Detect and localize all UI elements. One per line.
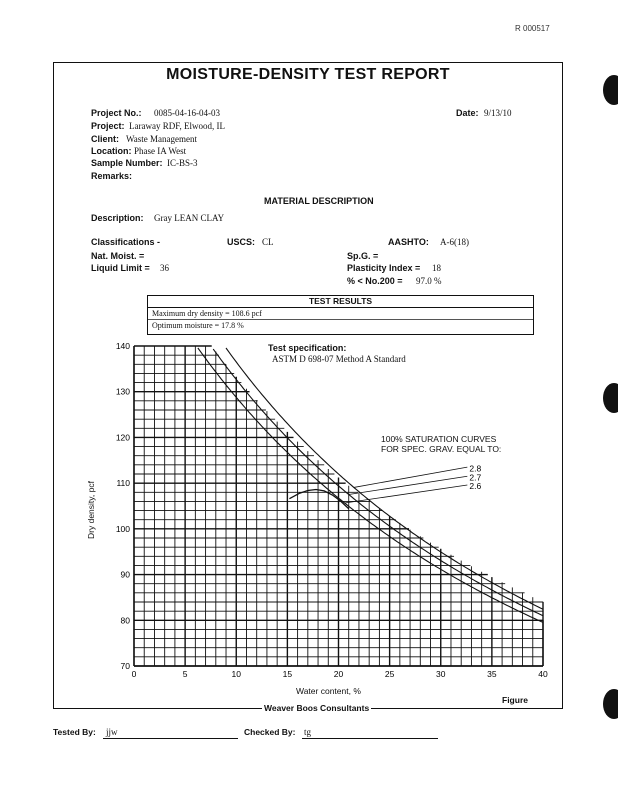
x-tick-label: 20 xyxy=(333,669,344,679)
y-tick-label: 70 xyxy=(120,661,130,671)
y-tick-label: 80 xyxy=(120,615,130,626)
passing-no200-label: % < No.200 = xyxy=(347,276,403,286)
project-value: Laraway RDF, Elwood, IL xyxy=(129,121,226,131)
zav-curve-2.8 xyxy=(226,348,543,609)
zav-label-2.8: 2.8 xyxy=(469,463,482,474)
date-value: 9/13/10 xyxy=(484,108,512,118)
report-title: MOISTURE-DENSITY TEST REPORT xyxy=(166,66,450,83)
zav-leader-2.6 xyxy=(345,485,468,503)
remarks-label: Remarks: xyxy=(91,171,133,181)
x-tick-label: 10 xyxy=(231,669,241,679)
saturation-heading-line2: FOR SPEC. GRAV. EQUAL TO: xyxy=(381,444,502,454)
saturation-heading-line1: 100% SATURATION CURVES xyxy=(381,434,497,444)
test-results-heading: TEST RESULTS xyxy=(148,296,533,308)
material-description-heading: MATERIAL DESCRIPTION xyxy=(264,196,374,206)
zav-curve-2.7 xyxy=(213,349,543,616)
specific-gravity-label: Sp.G. = xyxy=(347,251,379,261)
y-axis-label: Dry density, pcf xyxy=(86,481,96,539)
sample-number-label: Sample Number: xyxy=(91,158,163,168)
y-tick-label: 140 xyxy=(115,341,130,351)
liquid-limit-label: Liquid Limit = xyxy=(91,263,150,273)
checked-by-value: tg xyxy=(304,727,312,737)
x-axis-label: Water content, % xyxy=(296,686,361,696)
x-tick-label: 15 xyxy=(282,669,293,679)
optimum-moisture: Optimum moisture = 17.8 % xyxy=(152,321,244,330)
y-tick-label: 110 xyxy=(116,478,130,489)
x-tick-label: 0 xyxy=(131,669,137,679)
client-value: Waste Management xyxy=(126,134,197,144)
tested-by-value: jjw xyxy=(106,727,118,737)
zav-label-2.6: 2.6 xyxy=(469,481,482,492)
description-label: Description: xyxy=(91,213,144,223)
checked-by-label: Checked By: xyxy=(244,727,296,737)
sample-number-value: IC-BS-3 xyxy=(167,158,198,168)
checked-by-line xyxy=(302,738,438,739)
location-value: Phase IA West xyxy=(134,146,187,156)
plasticity-index-label: Plasticity Index = xyxy=(347,263,421,273)
y-tick-label: 120 xyxy=(115,432,130,443)
x-tick-label: 5 xyxy=(182,669,188,679)
passing-no200-value: 97.0 % xyxy=(416,276,442,286)
y-tick-label: 130 xyxy=(115,386,130,397)
zav-leader-2.8 xyxy=(354,467,467,487)
y-tick-label: 100 xyxy=(115,523,130,534)
natural-moisture-label: Nat. Moist. = xyxy=(91,251,145,261)
description-value: Gray LEAN CLAY xyxy=(154,213,225,223)
classifications-label: Classifications - xyxy=(91,237,161,247)
aashto-value: A-6(18) xyxy=(440,237,469,247)
project-no-label: Project No.: xyxy=(91,108,142,118)
chart-grid xyxy=(134,346,543,666)
zav-label-2.7: 2.7 xyxy=(469,472,482,483)
tested-by-label: Tested By: xyxy=(53,727,96,737)
uscs-value: CL xyxy=(262,237,274,247)
plasticity-index-value: 18 xyxy=(432,263,441,273)
max-dry-density: Maximum dry density = 108.6 pcf xyxy=(152,309,262,318)
x-tick-label: 30 xyxy=(436,669,446,679)
x-tick-label: 40 xyxy=(538,669,548,679)
test-specification-label: Test specification: xyxy=(268,343,347,353)
date-label: Date: xyxy=(456,108,479,118)
x-tick-label: 25 xyxy=(384,669,395,679)
company-name: Weaver Boos Consultants xyxy=(264,703,370,713)
test-specification-value: ASTM D 698-07 Method A Standard xyxy=(272,354,406,364)
client-label: Client: xyxy=(91,134,119,144)
project-no-value: 0085-04-16-04-03 xyxy=(154,108,220,118)
project-label: Project: xyxy=(91,121,125,131)
tested-by-line xyxy=(103,738,238,739)
uscs-label: USCS: xyxy=(227,237,256,247)
location-label: Location: xyxy=(91,146,132,156)
liquid-limit-value: 36 xyxy=(160,263,169,273)
x-tick-label: 35 xyxy=(487,669,497,679)
y-tick-label: 90 xyxy=(120,569,130,580)
document-id: R 000517 xyxy=(515,24,550,33)
figure-label: Figure xyxy=(502,695,528,705)
aashto-label: AASHTO: xyxy=(388,237,429,247)
